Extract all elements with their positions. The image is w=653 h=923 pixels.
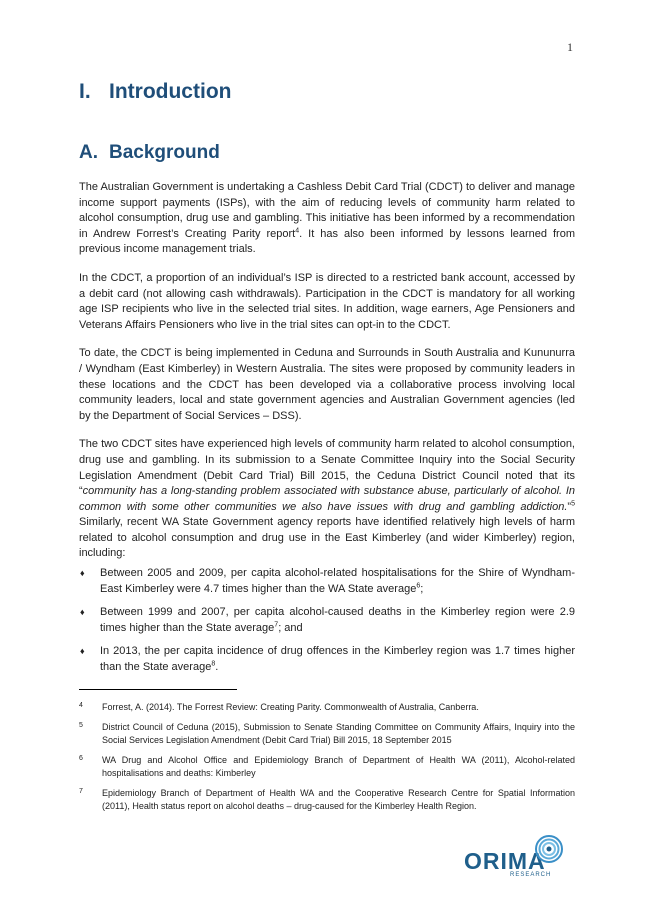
footnote-number: 6 bbox=[79, 755, 83, 762]
footnote-number: 5 bbox=[79, 722, 83, 729]
footnote-ref-6[interactable]: 6 bbox=[416, 582, 421, 589]
paragraph-2: In the CDCT, a proportion of an individual’s ISP is directed to a restricted bank account, accessed by a debit card (not allowing cash withdrawals). Participation in the CDCT is mandatory for all working age ISP recipients who live in the selected trial sites. In addition, wage earners, Age Pensioners and Veterans Affairs Pensioners who live in the trial sites can opt-in to the CDCT. bbox=[79, 271, 575, 331]
paragraph-3: To date, the CDCT is being implemented in Ceduna and Surrounds in South Australia and Kununurra / Wyndham (East Kimberley) in Western Australia. The sites were proposed by community leaders in these locations and the CDCT has been developed via a collaborative process involving local community leaders, local and state government agencies and Australian Government agencies (led by the Department of Social Services – DSS). bbox=[79, 347, 575, 422]
paragraph-4-text: The two CDCT sites have experienced high levels of community harm related to alcohol consumption, drug use and gambling. In its submission to a Senate Committee Inquiry into the Social Security Legislation Amendment (Debit Card Trial) Bill 2015, the Ceduna District Council noted that its “ bbox=[79, 438, 575, 498]
footnote-ref-4[interactable]: 4 bbox=[295, 227, 300, 235]
footnote-separator bbox=[79, 689, 237, 690]
paragraph-4-quote: community has a long-standing problem associated with substance abuse, particularly of alcohol. In common with some other communities we also have issues with drug and gambling addiction. bbox=[79, 485, 575, 513]
footnote-4 bbox=[79, 701, 575, 714]
list-item-end: ; bbox=[420, 582, 424, 595]
paragraph-4-end: Similarly, recent WA State Government agency reports have identified relatively high levels of harm related to alcohol consumption and drug use in the East Kimberley (and wider Kimberley) region, including: bbox=[79, 516, 575, 560]
diamond-bullet-icon: ♦ bbox=[80, 607, 85, 618]
footnote-number: 4 bbox=[79, 702, 83, 709]
heading1-number: I. bbox=[79, 80, 91, 103]
heading2-number: A. bbox=[79, 142, 98, 163]
diamond-bullet-icon: ♦ bbox=[80, 568, 85, 579]
list-item bbox=[79, 605, 575, 636]
bullet-list bbox=[79, 566, 575, 676]
diamond-bullet-icon: ♦ bbox=[80, 646, 85, 657]
paragraph-1 bbox=[79, 180, 575, 258]
footnote-6 bbox=[79, 754, 575, 780]
heading2-title: Background bbox=[109, 142, 220, 163]
footnote-text: Forrest, A. (2014). The Forrest Review: Creating Parity. Commonwealth of Australia, Canberra. bbox=[102, 702, 479, 712]
main-content bbox=[79, 80, 575, 684]
paragraph-1-end: . It has also been informed by lessons learned from previous income management trials. bbox=[79, 227, 575, 256]
footnote-7 bbox=[79, 787, 575, 813]
paragraph-4-close-quote: ” bbox=[567, 500, 572, 513]
footnote-ref-8[interactable]: 8 bbox=[211, 660, 216, 668]
background-section bbox=[79, 180, 575, 676]
footnote-text: District Council of Ceduna (2015), Submission to Senate Standing Committee on Community Affairs, Inquiry into the Social Services Legislation Amendment (Debit Card Trial) Bill 2015, 18 September 2015 bbox=[102, 722, 575, 745]
list-item-end: ; and bbox=[278, 621, 303, 634]
list-item-text: In 2013, the per capita incidence of drug offences in the Kimberley region was 1.7 times higher than the State average bbox=[100, 645, 575, 674]
orima-logo bbox=[464, 834, 574, 884]
list-item bbox=[79, 644, 575, 675]
footnote-ref-5[interactable]: 5 bbox=[571, 500, 575, 508]
list-item-text: Between 1999 and 2007, per capita alcohol-caused deaths in the Kimberley region were 2.9 times higher than the State average bbox=[100, 606, 575, 634]
list-item-text: Between 2005 and 2009, per capita alcohol-related hospitalisations for the Shire of Wyndham-East Kimberley were 4.7 times higher than the WA State average bbox=[100, 567, 575, 595]
footnote-number: 7 bbox=[79, 788, 83, 795]
footnote-ref-7[interactable]: 7 bbox=[274, 621, 279, 629]
heading1-title: Introduction bbox=[109, 80, 232, 103]
logo-subtitle: RESEARCH bbox=[510, 872, 552, 878]
heading-background bbox=[79, 142, 575, 164]
page-number: 1 bbox=[567, 40, 573, 54]
paragraph-4 bbox=[79, 437, 575, 562]
list-item bbox=[79, 566, 575, 597]
logo-rings-icon bbox=[534, 834, 564, 864]
paragraph-1-text: The Australian Government is undertaking a Cashless Debit Card Trial (CDCT) to deliver and manage income support payments (ISPs), with the aim of reducing levels of community harm related to alcohol consumption, drug use and gambling. This initiative has been informed by a recommendation in Andrew Forrest’s Creating Parity report bbox=[79, 181, 575, 240]
footnote-5 bbox=[79, 721, 575, 747]
heading-introduction bbox=[79, 80, 575, 104]
list-item-end: . bbox=[215, 661, 219, 674]
footnotes bbox=[79, 701, 575, 820]
logo-name: ORIMA bbox=[464, 848, 546, 874]
footnote-text: Epidemiology Branch of Department of Health WA and the Cooperative Research Centre for Spatial Information (2011), Health status report on alcohol deaths – drug-caused for the Kimberley Health Region. bbox=[102, 788, 575, 811]
footnote-text: WA Drug and Alcohol Office and Epidemiology Branch of Department of Health WA (2011), Alcohol-related hospitalisations and deaths: Kimberley bbox=[102, 755, 575, 778]
